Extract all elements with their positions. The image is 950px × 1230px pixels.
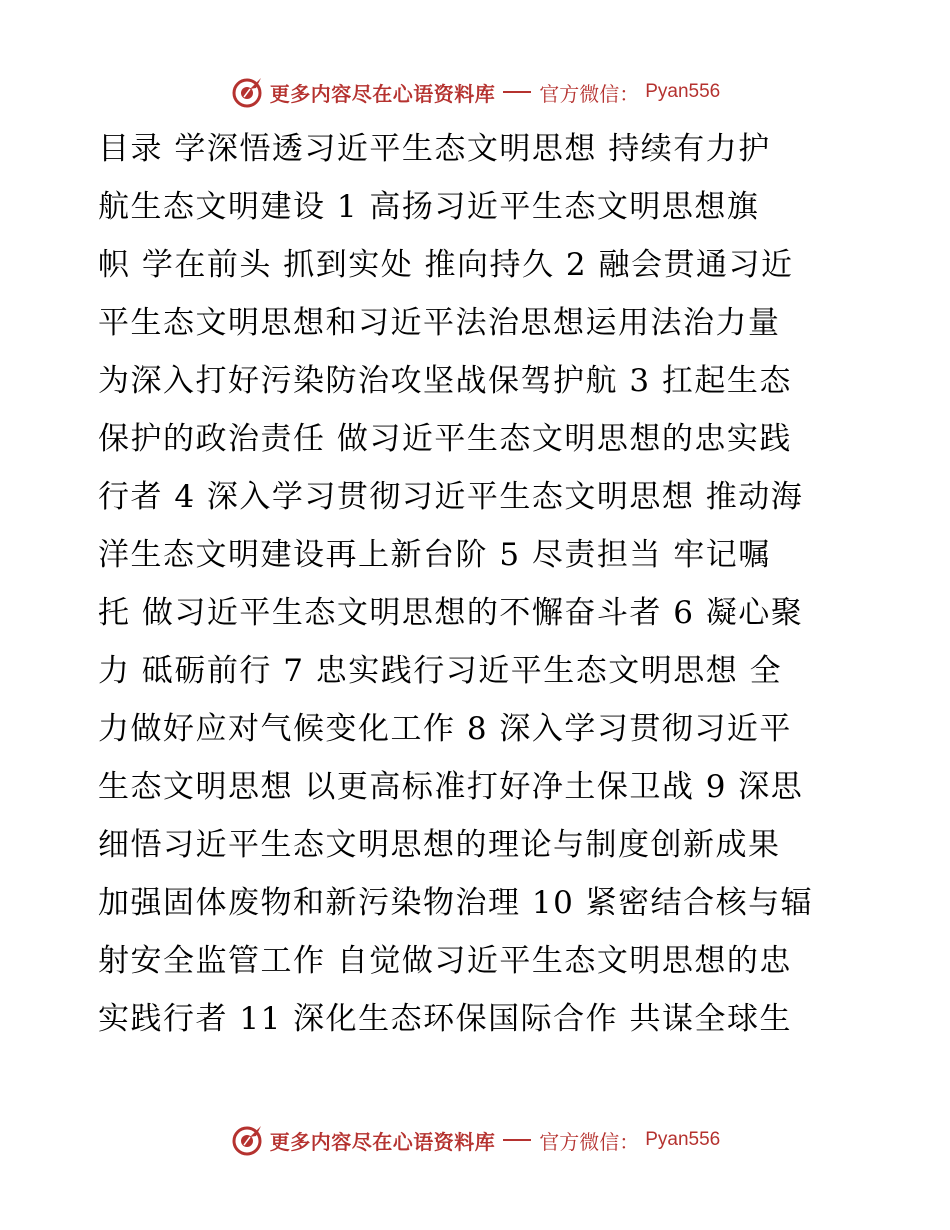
body-line: 洋生态文明建设再上新台阶 5 尽责担当 牢记嘱 — [98, 537, 771, 573]
wechat-id: Pyan556 — [645, 81, 721, 102]
footer-banner — [0, 1120, 950, 1160]
banner-text: 更多内容尽在心语资料库 — [269, 1129, 496, 1154]
banner-separator — [503, 91, 531, 93]
banner-text: 更多内容尽在心语资料库 — [269, 81, 496, 106]
wechat-id: Pyan556 — [645, 1129, 721, 1150]
body-line: 生态文明思想 以更高标准打好净土保卫战 9 深思 — [98, 769, 804, 805]
body-line: 帜 学在前头 抓到实处 推向持久 2 融会贯通习近 — [98, 247, 794, 283]
body-line: 行者 4 深入学习贯彻习近平生态文明思想 推动海 — [98, 479, 804, 515]
body-line: 射安全监管工作 自觉做习近平生态文明思想的忠 — [98, 943, 792, 979]
quill-logo-icon — [230, 1123, 264, 1157]
body-line: 为深入打好污染防治攻坚战保驾护航 3 扛起生态 — [98, 363, 792, 399]
wechat-label: 官方微信： — [539, 1129, 640, 1154]
body-line: 平生态文明思想和习近平法治思想运用法治力量 — [98, 305, 781, 341]
body-line: 航生态文明建设 1 高扬习近平生态文明思想旗 — [98, 189, 760, 225]
body-line: 托 做习近平生态文明思想的不懈奋斗者 6 凝心聚 — [98, 595, 804, 631]
body-line: 实践行者 11 深化生态环保国际合作 共谋全球生 — [98, 1001, 793, 1037]
body-line: 保护的政治责任 做习近平生态文明思想的忠实践 — [98, 421, 792, 457]
quill-logo-icon — [230, 75, 264, 109]
body-line: 目录 学深悟透习近平生态文明思想 持续有力护 — [98, 131, 771, 167]
wechat-label: 官方微信： — [539, 81, 640, 106]
document-body — [98, 120, 858, 1048]
header-banner — [0, 72, 950, 112]
banner-separator — [503, 1139, 531, 1141]
body-line: 力 砥砺前行 7 忠实践行习近平生态文明思想 全 — [98, 653, 783, 689]
body-line: 细悟习近平生态文明思想的理论与制度创新成果 — [98, 827, 781, 863]
body-line: 力做好应对气候变化工作 8 深入学习贯彻习近平 — [98, 711, 792, 747]
body-line: 加强固体废物和新污染物治理 10 紧密结合核与辐 — [98, 885, 814, 921]
